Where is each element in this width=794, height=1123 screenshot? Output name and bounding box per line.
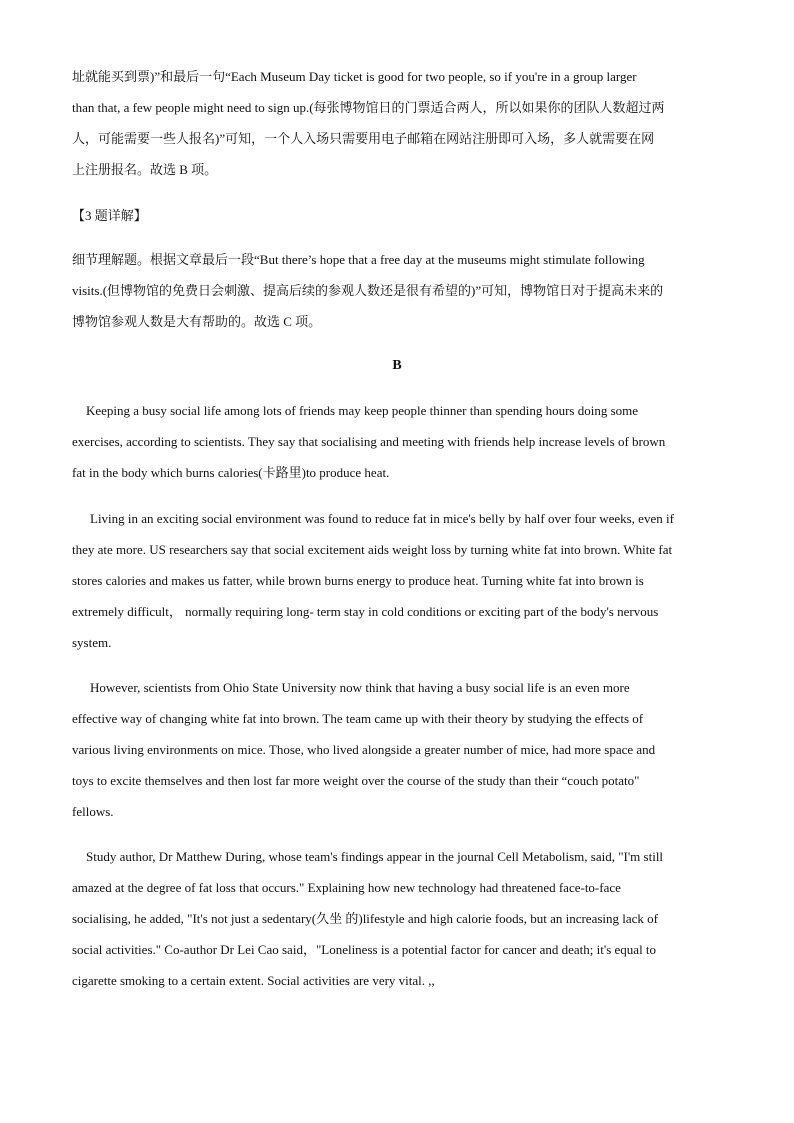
text-line: Keeping a busy social life among lots of friends may keep people thinner than spending hours doing some	[86, 403, 639, 418]
text-line: cigarette smoking to a certain extent. Social activities are very vital. ,,	[72, 973, 435, 988]
passage-paragraph-4	[72, 841, 722, 996]
section-title: B	[392, 358, 402, 373]
passage-paragraph-2	[72, 503, 722, 658]
text-line: Living in an exciting social environment was found to reduce fat in mice's belly by half over four weeks, even if	[90, 511, 674, 526]
text-line: 人，可能需要一些人报名)”可知，一个人入场只需要用电子邮箱在网站注册即可入场，多人就需要在网	[72, 131, 655, 146]
answer-explanation-2	[72, 61, 722, 185]
answer-explanation-3	[72, 244, 722, 337]
text-line: visits.(但博物馆的免费日会刺激、提高后续的参观人数还是很有希望的)”可知，博物馆日对于提高未来的	[72, 283, 664, 298]
text-line: they ate more. US researchers say that social excitement aids weight loss by turning white fat into brown. White fat	[72, 542, 673, 557]
text-line: 细节理解题。根据文章最后一段“But there’s hope that a free day at the museums might stimulate following	[72, 252, 645, 267]
text-line: Study author, Dr Matthew During, whose team's findings appear in the journal Cell Metabolism, said, "I'm still	[86, 849, 664, 864]
text-line: stores calories and makes us fatter, while brown burns energy to produce heat. Turning white fat into brown is	[72, 573, 644, 588]
text-line: However, scientists from Ohio State University now think that having a busy social life is an even more	[90, 680, 630, 695]
text-line: system.	[72, 635, 112, 650]
text-line: social activities." Co-author Dr Lei Cao said，"Loneliness is a potential factor for cancer and death; it's equal to	[72, 942, 657, 957]
text-line: than that, a few people might need to sign up.(每张博物馆日的门票适合两人，所以如果你的团队人数超过两	[72, 100, 665, 115]
text-line: various living environments on mice. Those, who lived alongside a greater number of mice, had more space and	[72, 742, 656, 757]
text-line: 上注册报名。故选 B 项。	[72, 162, 218, 177]
text-line: socialising, he added, "It's not just a sedentary(久坐 的)lifestyle and high calorie foods, but an increasing lack of	[72, 911, 658, 926]
text-line: effective way of changing white fat into brown. The team came up with their theory by studying the effects of	[72, 711, 644, 726]
text-line: fat in the body which burns calories(卡路里)to produce heat.	[72, 465, 390, 480]
text-line: extremely difficult， normally requiring long- term stay in cold conditions or exciting part of the body's nervous	[72, 604, 659, 619]
passage-paragraph-1	[72, 395, 722, 488]
passage-paragraph-3	[72, 672, 722, 827]
text-line: fellows.	[72, 804, 114, 819]
question-3-heading: 【3 题详解】	[72, 208, 147, 223]
text-line: exercises, according to scientists. They say that socialising and meeting with friends help increase levels of brown	[72, 434, 666, 449]
text-line: toys to excite themselves and then lost far more weight over the course of the study than their “couch potato"	[72, 773, 640, 788]
text-line: 博物馆参观人数是大有帮助的。故选 C 项。	[72, 314, 322, 329]
text-line: 址就能买到票)”和最后一句“Each Museum Day ticket is good for two people, so if you're in a group larger	[72, 69, 637, 84]
text-line: amazed at the degree of fat loss that occurs." Explaining how new technology had threatened face-to-face	[72, 880, 621, 895]
